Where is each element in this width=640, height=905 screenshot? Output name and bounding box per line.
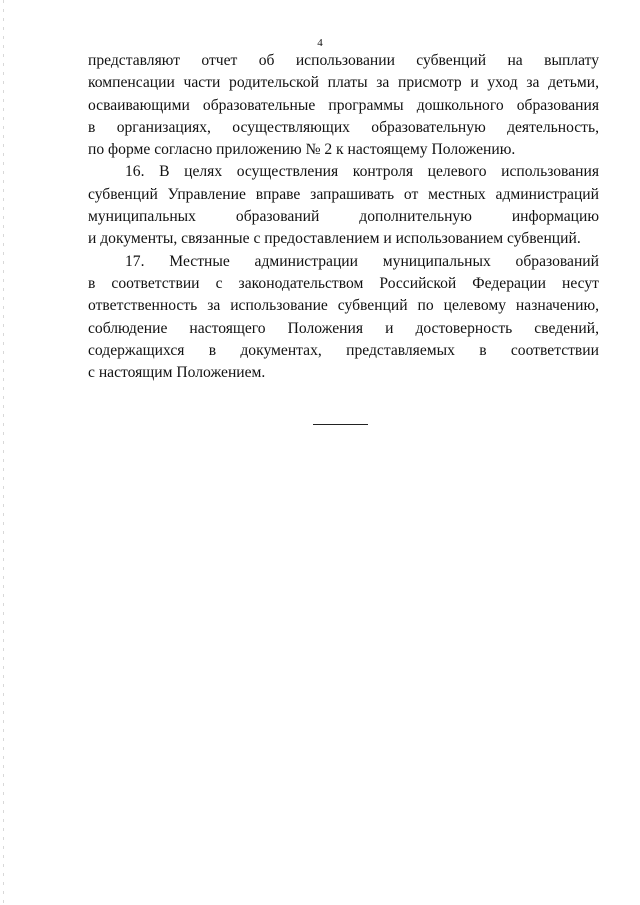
document-body (88, 50, 599, 384)
page-number: 4 (317, 37, 323, 49)
end-of-document-rule (313, 424, 368, 425)
text-line: содержащихся в документах, представляемых в соответствии (88, 341, 599, 359)
text-line: с настоящим Положением. (88, 364, 266, 382)
paragraph-17 (88, 251, 599, 385)
paragraph-reporting (88, 50, 599, 161)
text-line: ответственность за использование субвенций по целевому назначению, (88, 297, 599, 315)
text-line: компенсации части родительской платы за присмотр и уход за детьми, (88, 74, 599, 92)
text-line: и документы, связанные с предоставлением и использованием субвенций. (88, 230, 581, 248)
text-line: в соответствии с законодательством Российской Федерации несут (88, 274, 599, 292)
text-line: по форме согласно приложению № 2 к настоящему Положению. (88, 141, 516, 159)
text-line: 16. В целях осуществления контроля целевого использования (125, 163, 599, 181)
text-line: 17. Местные администрации муниципальных образований (125, 252, 599, 270)
text-line: осваивающими образовательные программы дошкольного образования (88, 96, 599, 114)
text-line: субвенций Управление вправе запрашивать от местных администраций (88, 185, 599, 203)
scan-edge (3, 0, 4, 905)
paragraph-16 (88, 161, 599, 250)
text-line: муниципальных образований дополнительную информацию (88, 208, 599, 226)
text-line: соблюдение настоящего Положения и достоверность сведений, (88, 319, 599, 337)
text-line: представляют отчет об использовании субвенций на выплату (88, 52, 599, 69)
text-line: в организациях, осуществляющих образовательную деятельность, (88, 118, 599, 136)
